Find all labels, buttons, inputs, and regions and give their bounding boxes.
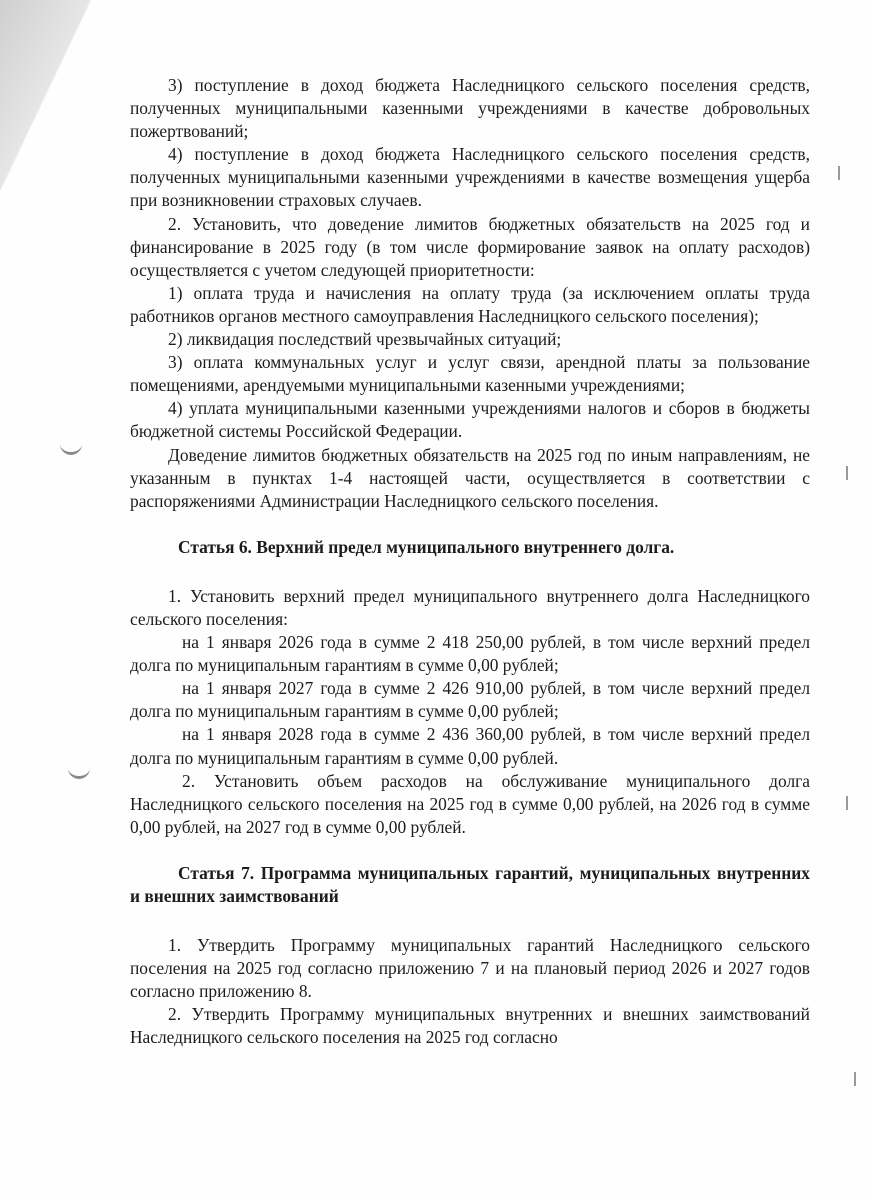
scan-artifact-mark: [854, 1072, 856, 1086]
article-6-limit-2027: на 1 января 2027 года в сумме 2 426 910,00 рублей, в том числе верхний предел долга по муниципальным гарантиям в сумме 0,00 рублей;: [130, 678, 810, 722]
article-6-clause-2: 2. Установить объем расходов на обслуживание муниципального долга Наследницкого сельского поселения на 2025 год в сумме 0,00 рублей, на 2026 год в сумме 0,00 рублей, на 2027 год в сумме 0,00 рублей.: [130, 770, 810, 837]
paragraph-priority-1: 1) оплата труда и начисления на оплату труда (за исключением оплаты труда работников органов местного самоуправления Наследницкого сельского поселения);: [130, 282, 810, 326]
paragraph-item-4: 4) поступление в доход бюджета Наследницкого сельского поселения средств, полученных муниципальными казенными учреждениями в качестве возмещения ущерба при возникновении страховых случаев.: [130, 144, 810, 211]
paragraph-priority-4: 4) уплата муниципальными казенными учреждениями налогов и сборов в бюджеты бюджетной системы Российской Федерации.: [130, 398, 810, 442]
article-6-limit-2026: на 1 января 2026 года в сумме 2 418 250,00 рублей, в том числе верхний предел долга по муниципальным гарантиям в сумме 0,00 рублей;: [130, 632, 810, 676]
document-body: [130, 74, 810, 1050]
paragraph-limits-other: Доведение лимитов бюджетных обязательств на 2025 год по иным направлениям, не указанным в пунктах 1-4 настоящей части, осуществляется в соответствии с распоряжениями Администрации Наследницкого сельского поселения.: [130, 444, 810, 511]
hole-punch-mark: [68, 762, 90, 779]
paragraph-clause-2: 2. Установить, что доведение лимитов бюджетных обязательств на 2025 год и финансирование в 2025 году (в том числе формирование заявок на оплату расходов) осуществляется с учетом следующей приоритетности:: [130, 213, 810, 280]
article-6-clause-1: 1. Установить верхний предел муниципального внутреннего долга Наследницкого сельского поселения:: [130, 585, 810, 629]
page-corner-shadow: [0, 0, 100, 210]
article-7-heading: Статья 7. Программа муниципальных гарантий, муниципальных внутренних и внешних заимствований: [130, 862, 810, 906]
article-6-heading: Статья 6. Верхний предел муниципального внутреннего долга.: [178, 536, 675, 557]
scan-artifact-mark: [846, 466, 848, 480]
hole-punch-mark: [60, 438, 82, 455]
scan-artifact-mark: [838, 166, 840, 180]
paragraph-priority-3: 3) оплата коммунальных услуг и услуг связи, арендной платы за пользование помещениями, арендуемыми муниципальными казенными учреждениями;: [130, 352, 810, 396]
article-7-clause-1: 1. Утвердить Программу муниципальных гарантий Наследницкого сельского поселения на 2025 год согласно приложению 7 и на плановый период 2026 и 2027 годов согласно приложению 8.: [130, 935, 810, 1002]
article-6-limit-2028: на 1 января 2028 года в сумме 2 436 360,00 рублей, в том числе верхний предел долга по муниципальным гарантиям в сумме 0,00 рублей.: [130, 724, 810, 768]
paragraph-item-3: 3) поступление в доход бюджета Наследницкого сельского поселения средств, полученных муниципальными казенными учреждениями в качестве добровольных пожертвований;: [130, 75, 810, 142]
paragraph-priority-2: 2) ликвидация последствий чрезвычайных ситуаций;: [168, 329, 562, 350]
scan-artifact-mark: [846, 796, 848, 810]
article-7-clause-2: 2. Утвердить Программу муниципальных внутренних и внешних заимствований Наследницкого сельского поселения на 2025 год согласно: [130, 1004, 810, 1048]
